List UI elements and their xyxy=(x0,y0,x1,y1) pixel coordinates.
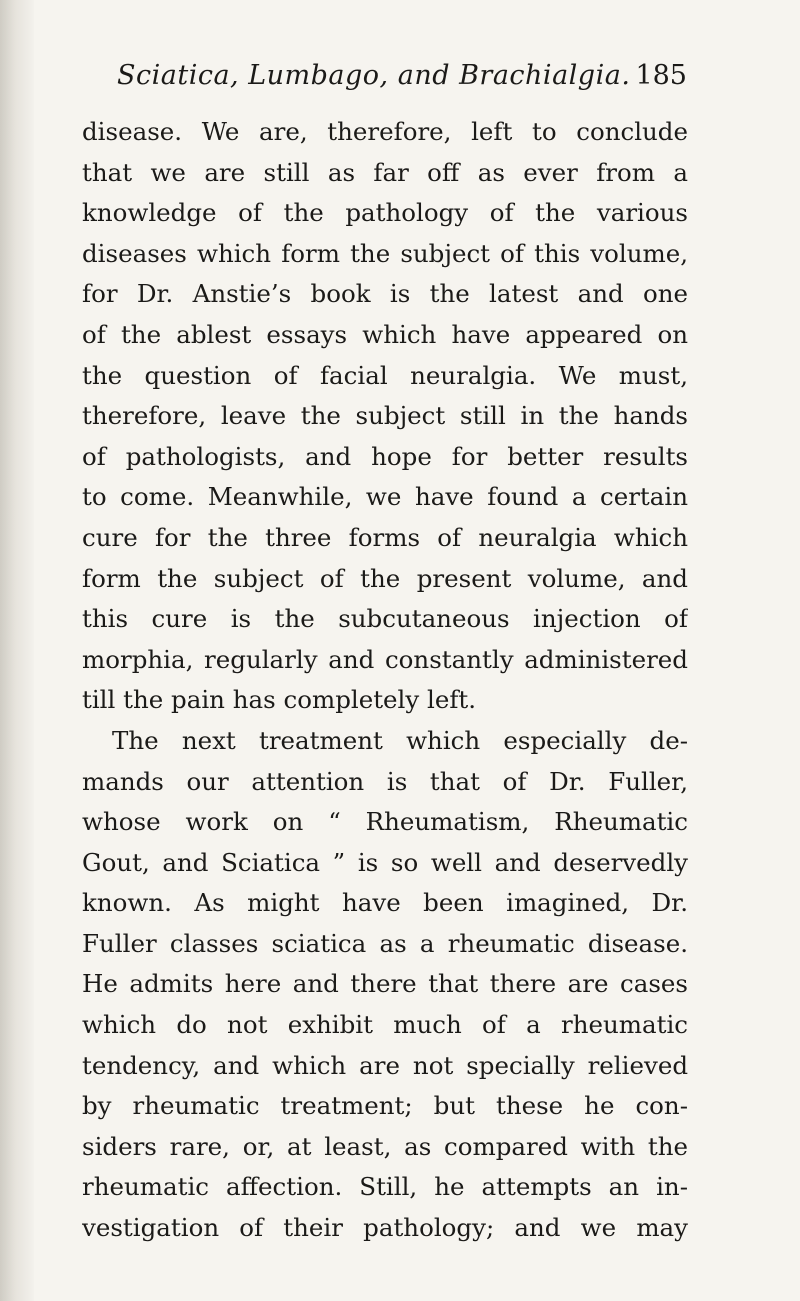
text-line: morphia, regularly and constantly administered xyxy=(82,644,688,674)
text-line: cure for the three forms of neuralgia which xyxy=(82,522,688,552)
text-line: known. As might have been imagined, Dr. xyxy=(82,888,688,918)
text-line: which do not exhibit much of a rheumatic xyxy=(82,1010,688,1040)
text-line: by rheumatic treatment; but these he con- xyxy=(82,1091,688,1121)
text-line: of the ablest essays which have appeared on xyxy=(82,319,688,349)
text-line: the question of facial neuralgia. We must, xyxy=(82,360,688,390)
text-line: diseases which form the subject of this volume, xyxy=(82,238,688,268)
text-line: form the subject of the present volume, and xyxy=(82,563,688,593)
paragraph-first-line: The next treatment which especially de- xyxy=(112,725,688,755)
running-title: Sciatica, Lumbago, and Brachialgia. xyxy=(117,60,631,91)
text-line: knowledge of the pathology of the various xyxy=(82,198,688,228)
text-line: whose work on “ Rheumatism, Rheumatic xyxy=(82,807,688,837)
text-line: mands our attention is that of Dr. Fuller, xyxy=(82,766,688,796)
text-line: this cure is the subcutaneous injection of xyxy=(82,604,688,634)
paragraph-end-line: till the pain has completely left. xyxy=(82,685,477,715)
text-line: Gout, and Sciatica ” is so well and deservedly xyxy=(82,847,688,877)
text-line: for Dr. Anstie’s book is the latest and one xyxy=(82,279,688,309)
text-line: that we are still as far off as ever from a xyxy=(82,157,688,187)
text-line: rheumatic affection. Still, he attempts an in- xyxy=(82,1172,688,1202)
text-line: therefore, leave the subject still in the hands xyxy=(82,401,688,431)
body-text xyxy=(82,112,688,1249)
running-head xyxy=(117,56,687,96)
text-line: of pathologists, and hope for better results xyxy=(82,441,688,471)
text-line: He admits here and there that there are cases xyxy=(82,969,688,999)
page-binding-shadow xyxy=(0,0,34,1301)
text-line: Fuller classes sciatica as a rheumatic disease. xyxy=(82,928,688,958)
text-line: siders rare, or, at least, as compared with the xyxy=(82,1131,688,1161)
text-line: disease. We are, therefore, left to conclude xyxy=(82,117,688,146)
page-number: 185 xyxy=(635,60,687,91)
text-line: vestigation of their pathology; and we may xyxy=(82,1213,688,1243)
text-line: tendency, and which are not specially relieved xyxy=(82,1050,688,1080)
text-line: to come. Meanwhile, we have found a certain xyxy=(82,482,688,512)
